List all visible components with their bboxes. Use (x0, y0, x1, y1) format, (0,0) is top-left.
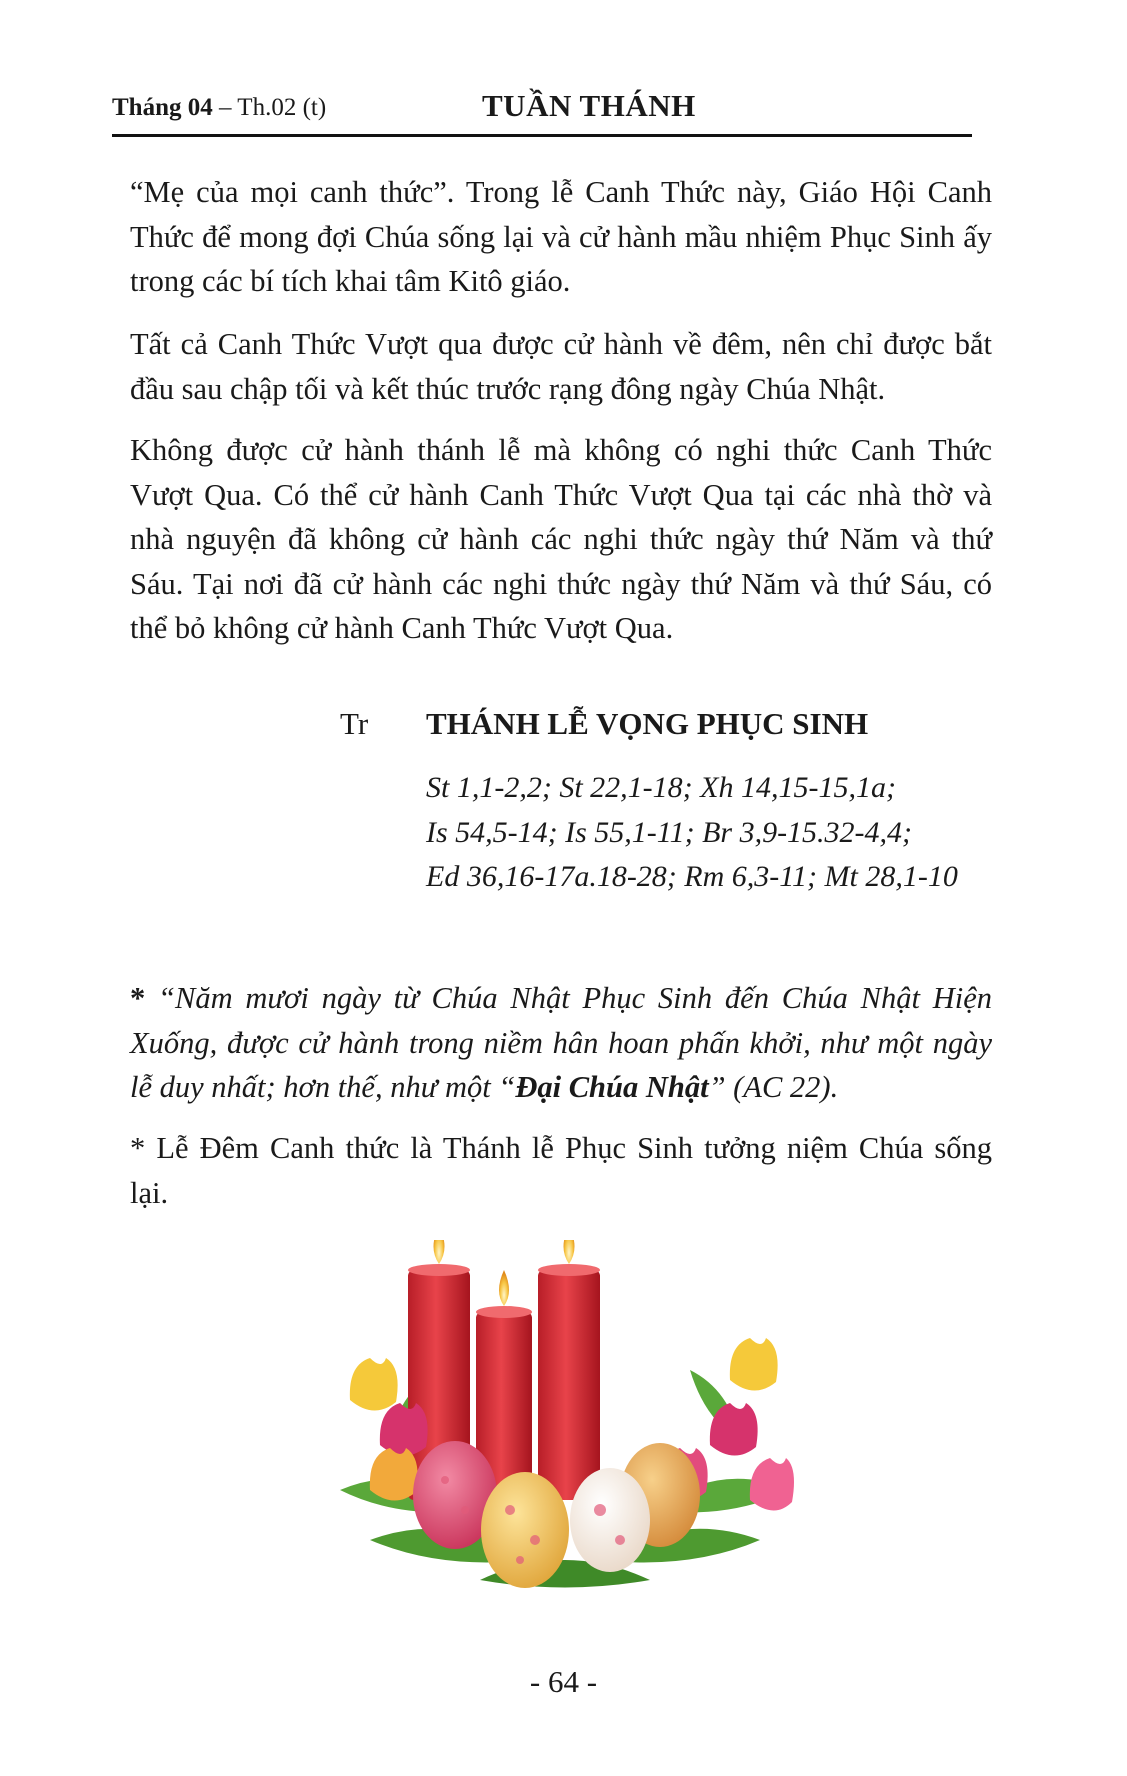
page-number: - 64 - (529, 1664, 598, 1699)
paragraph-1: “Mẹ của mọi canh thức”. Trong lễ Canh Thức này, Giáo Hội Canh Thức để mong đợi Chúa sống lại và cử hành mầu nhiệm Phục Sinh ấy trong các bí tích khai tâm Kitô giáo. (130, 175, 992, 298)
paragraph-2: Tất cả Canh Thức Vượt qua được cử hành về đêm, nên chỉ được bắt đầu sau chập tối và kết thúc trước rạng đông ngày Chúa Nhật. (130, 327, 992, 406)
header-month-week (112, 94, 326, 122)
reading-line: Is 54,5-14; Is 55,1-11; Br 3,9-15.32-4,4; (426, 815, 913, 849)
paragraph-3: Không được cử hành thánh lễ mà không có nghi thức Canh Thức Vượt Qua. Có thể cử hành Canh Thức Vượt Qua tại các nhà thờ và nhà nguyện đã không cử hành các nghi thức ngày thứ Năm và thứ Sáu. Tại nơi đã cử hành các nghi thức ngày thứ Năm và thứ Sáu, có thể bỏ không cử hành Canh Thức Vượt Qua. (130, 433, 992, 645)
header-title: TUẦN THÁNH (482, 88, 696, 123)
mass-readings (426, 766, 958, 900)
mass-title: THÁNH LỄ VỌNG PHỤC SINH (426, 706, 869, 741)
note-1-star: * (130, 981, 159, 1015)
header-week: Th.02 (t) (237, 94, 327, 121)
note-1-text: “Năm mươi ngày từ Chúa Nhật Phục Sinh đến Chúa Nhật Hiện Xuống, được cử hành trong niềm hân hoan phấn khởi, như một ngày lễ duy nhất; hơn thế, như một “ (130, 981, 992, 1104)
page-header (112, 84, 972, 136)
header-divider (112, 134, 972, 137)
header-dash: – (212, 94, 238, 121)
note-1-end: ” (AC 22). (708, 1070, 839, 1104)
mass-color-code: Tr (340, 706, 369, 741)
note-2: * Lễ Đêm Canh thức là Thánh lễ Phục Sinh tưởng niệm Chúa sống lại. (130, 1131, 992, 1210)
reading-line: Ed 36,16-17a.18-28; Rm 6,3-11; Mt 28,1-10 (426, 860, 958, 893)
easter-candles-icon (330, 1240, 800, 1600)
note-1-bold: Đại Chúa Nhật (515, 1070, 709, 1104)
reading-line: St 1,1-2,2; St 22,1-18; Xh 14,15-15,1a; (426, 771, 896, 804)
note-1 (130, 976, 992, 1110)
header-month: Tháng 04 (112, 94, 213, 121)
